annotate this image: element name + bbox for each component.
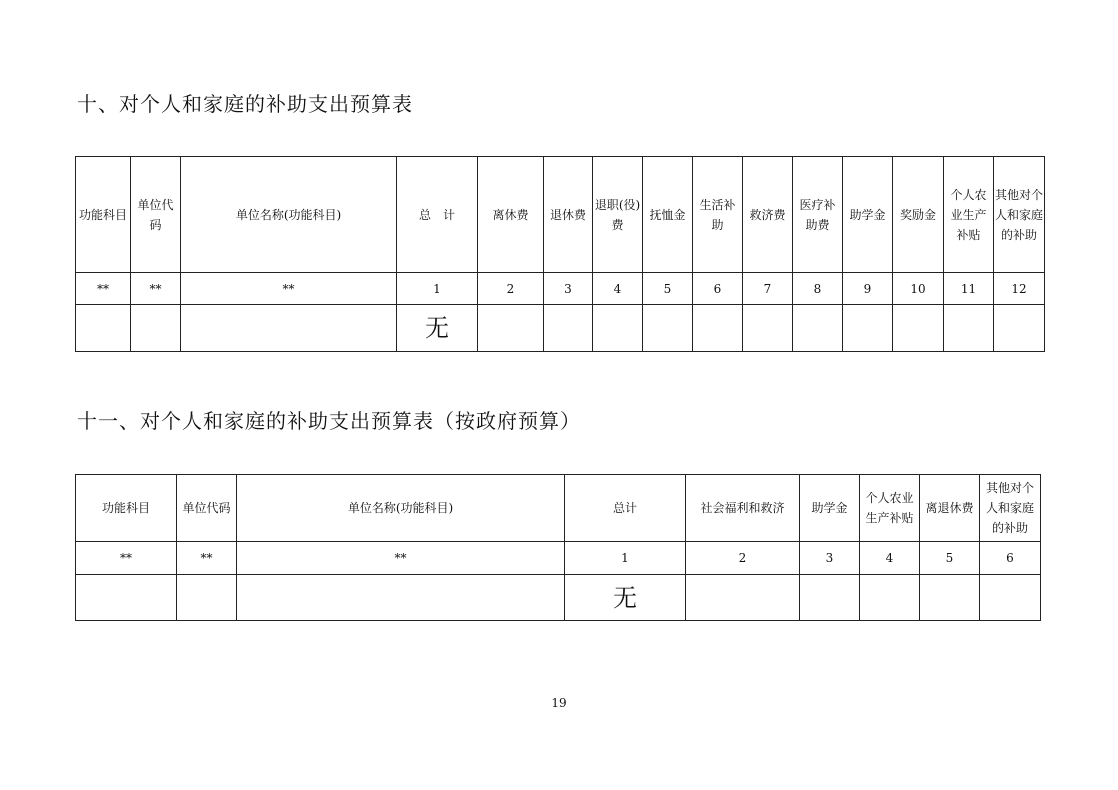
index-cell: 1	[397, 273, 478, 305]
header-cell: 功能科目	[76, 157, 131, 273]
data-cell	[800, 575, 860, 621]
index-row	[76, 273, 1045, 305]
header-cell: 退休费	[544, 157, 593, 273]
index-cell: 10	[893, 273, 944, 305]
data-cell	[593, 305, 643, 352]
index-cell: 6	[693, 273, 743, 305]
data-cell	[860, 575, 920, 621]
header-cell: 社会福利和救济	[686, 475, 800, 542]
data-cell	[177, 575, 237, 621]
index-cell: 8	[793, 273, 843, 305]
subsidy-expenditure-table	[75, 156, 1045, 352]
table2-title: 十一、对个人和家庭的补助支出预算表（按政府预算）	[77, 409, 581, 433]
data-cell	[237, 575, 565, 621]
header-cell: 离退休费	[920, 475, 980, 542]
data-cell	[643, 305, 693, 352]
header-cell: 单位代码	[177, 475, 237, 542]
header-cell: 医疗补助费	[793, 157, 843, 273]
index-cell: 3	[800, 542, 860, 575]
data-cell	[843, 305, 893, 352]
index-cell: 2	[478, 273, 544, 305]
index-cell: **	[131, 273, 181, 305]
data-cell	[76, 575, 177, 621]
data-cell	[181, 305, 397, 352]
header-row	[76, 157, 1045, 273]
data-cell	[920, 575, 980, 621]
data-cell	[793, 305, 843, 352]
index-cell: 11	[944, 273, 994, 305]
header-row	[76, 475, 1041, 542]
data-row	[76, 575, 1041, 621]
index-cell: **	[76, 542, 177, 575]
index-cell: 5	[643, 273, 693, 305]
data-cell	[686, 575, 800, 621]
header-cell: 单位代码	[131, 157, 181, 273]
header-cell: 总计	[565, 475, 686, 542]
index-cell: 2	[686, 542, 800, 575]
index-cell: 4	[860, 542, 920, 575]
header-cell: 其他对个人和家庭的补助	[980, 475, 1041, 542]
index-cell: 4	[593, 273, 643, 305]
index-cell: 5	[920, 542, 980, 575]
data-cell	[994, 305, 1045, 352]
header-cell: 奖励金	[893, 157, 944, 273]
page-number: 19	[551, 696, 567, 710]
index-cell: 6	[980, 542, 1041, 575]
index-cell: **	[181, 273, 397, 305]
header-cell: 其他对个人和家庭的补助	[994, 157, 1045, 273]
index-cell: 1	[565, 542, 686, 575]
data-cell	[980, 575, 1041, 621]
header-cell: 生活补助	[693, 157, 743, 273]
data-cell	[131, 305, 181, 352]
data-cell	[76, 305, 131, 352]
data-cell	[944, 305, 994, 352]
header-cell: 抚恤金	[643, 157, 693, 273]
header-cell: 助学金	[843, 157, 893, 273]
header-cell: 功能科目	[76, 475, 177, 542]
empty-indicator: 无	[397, 305, 478, 352]
index-cell: 3	[544, 273, 593, 305]
data-cell	[743, 305, 793, 352]
data-row	[76, 305, 1045, 352]
header-cell: 救济费	[743, 157, 793, 273]
table1-title: 十、对个人和家庭的补助支出预算表	[77, 92, 413, 116]
data-cell	[478, 305, 544, 352]
data-cell	[544, 305, 593, 352]
index-cell: 7	[743, 273, 793, 305]
subsidy-expenditure-gov-budget-table	[75, 474, 1041, 621]
header-cell: 单位名称(功能科目)	[181, 157, 397, 273]
header-cell: 退职(役)费	[593, 157, 643, 273]
header-cell: 离休费	[478, 157, 544, 273]
index-cell: 9	[843, 273, 893, 305]
index-cell: **	[237, 542, 565, 575]
header-cell: 助学金	[800, 475, 860, 542]
header-cell: 个人农业生产补贴	[944, 157, 994, 273]
header-cell: 个人农业生产补贴	[860, 475, 920, 542]
index-cell: **	[76, 273, 131, 305]
data-cell	[693, 305, 743, 352]
index-row	[76, 542, 1041, 575]
empty-indicator: 无	[565, 575, 686, 621]
index-cell: **	[177, 542, 237, 575]
index-cell: 12	[994, 273, 1045, 305]
header-cell: 单位名称(功能科目)	[237, 475, 565, 542]
header-cell: 总 计	[397, 157, 478, 273]
data-cell	[893, 305, 944, 352]
